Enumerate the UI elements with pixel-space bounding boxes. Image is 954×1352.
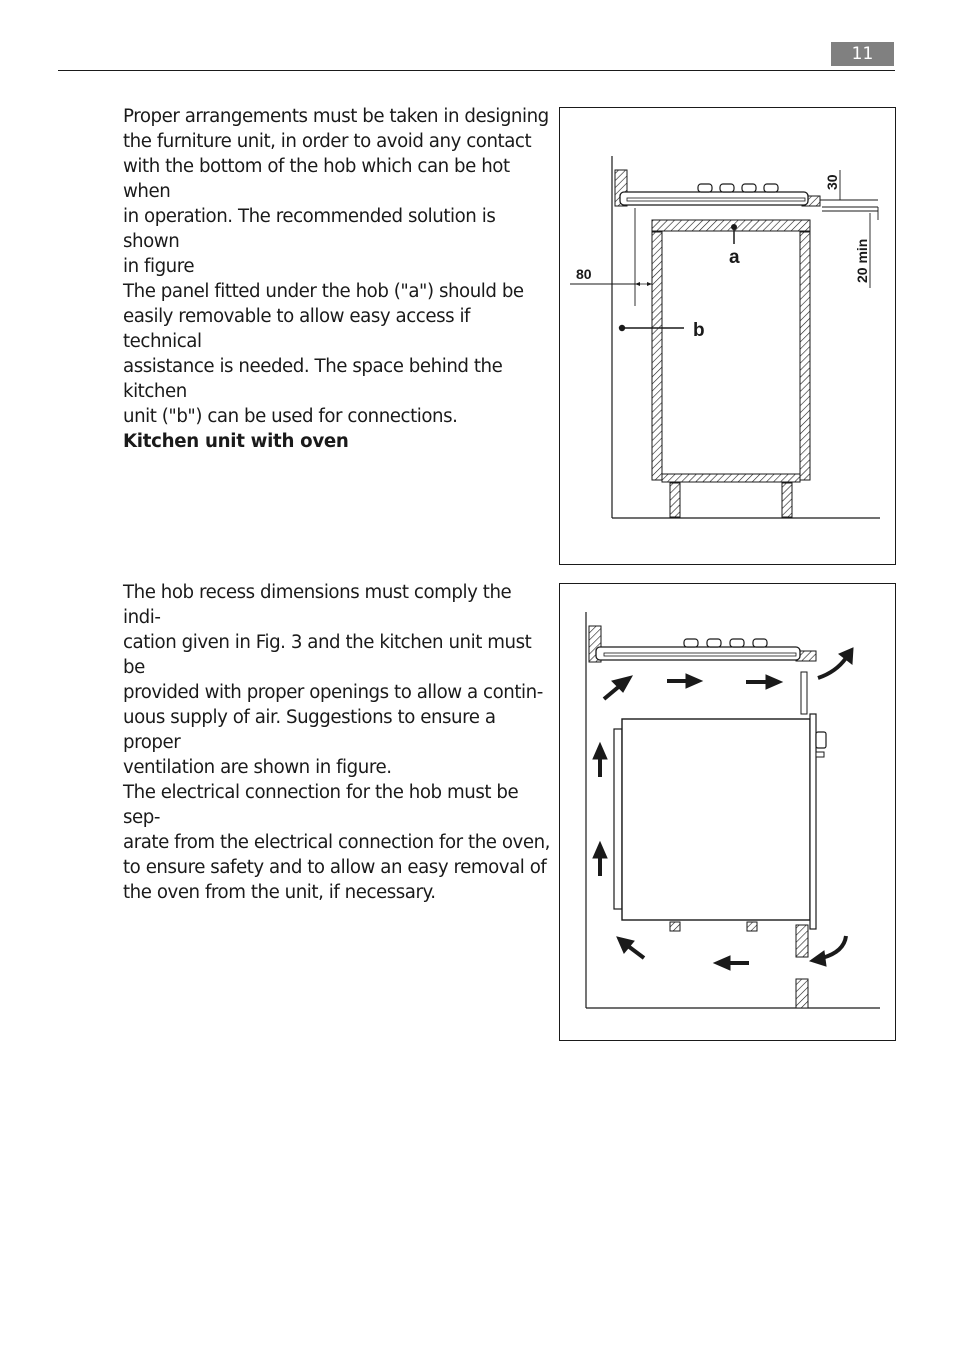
plinth-lower (796, 979, 808, 1008)
hob-body (596, 647, 800, 660)
dimension-30: 30 (824, 174, 840, 190)
dimension-80: 80 (576, 266, 592, 282)
section-2-text (123, 580, 553, 905)
burner (730, 639, 744, 647)
text-line: provided with proper openings to allow a contin- (123, 682, 543, 703)
text-line: ventilation are shown in figure. (123, 757, 392, 778)
oven-back (614, 729, 622, 909)
text-line: cation given in Fig. 3 and the kitchen unit must be (123, 632, 532, 678)
text-line: arate from the electrical connection for the oven, (123, 832, 550, 853)
burner (698, 184, 712, 192)
plinth-upper (796, 925, 808, 957)
figure-ventilation-drawing (560, 584, 895, 1040)
text-line: in operation. The recommended solution is shown (123, 206, 496, 252)
text-line: the oven from the unit, if necessary. (123, 882, 436, 903)
burner (742, 184, 756, 192)
cabinet-leg (782, 483, 792, 517)
oven-foot (670, 922, 680, 931)
text-line: The hob recess dimensions must comply the indi- (123, 582, 512, 628)
cabinet-side-right (800, 232, 810, 480)
oven-door (810, 714, 816, 929)
figure-kitchen-unit-drawing (560, 108, 895, 564)
burner (753, 639, 767, 647)
burner (720, 184, 734, 192)
text-line: uous supply of air. Suggestions to ensure a proper (123, 707, 496, 753)
text-line: assistance is needed. The space behind the kitchen (123, 356, 503, 402)
oven-knob (816, 732, 826, 748)
burner (764, 184, 778, 192)
burner (707, 639, 721, 647)
text-line: to ensure safety and to allow an easy removal of (123, 857, 547, 878)
figure-ventilation (559, 583, 896, 1041)
text-line: in figure (123, 256, 195, 277)
panel-a (652, 220, 810, 231)
text-line: unit ("b") can be used for connections. (123, 406, 458, 427)
text-line: the furniture unit, in order to avoid any contact (123, 131, 532, 152)
text-line: The panel fitted under the hob ("a") should be (123, 281, 524, 302)
cabinet-bottom (662, 474, 800, 482)
hob-body (620, 192, 808, 205)
oven-foot (747, 922, 757, 931)
label-b: b (693, 320, 705, 341)
text-line: Proper arrangements must be taken in designing (123, 106, 549, 127)
front-panel (801, 672, 807, 714)
figure-kitchen-unit (559, 107, 896, 565)
oven-body (622, 719, 810, 920)
text-line: with the bottom of the hob which can be hot when (123, 156, 510, 202)
dimension-20-min: 20 min (854, 238, 870, 283)
section-heading: Kitchen unit with oven (123, 431, 349, 452)
text-line: easily removable to allow easy access if technical (123, 306, 471, 352)
page-number: 11 (831, 42, 894, 66)
text-line: The electrical connection for the hob must be sep- (123, 782, 519, 828)
cabinet-leg (670, 483, 680, 517)
label-a: a (729, 247, 740, 268)
section-1-text (123, 104, 553, 454)
burner (684, 639, 698, 647)
cabinet-side-left (652, 232, 662, 480)
header-rule (58, 70, 895, 71)
